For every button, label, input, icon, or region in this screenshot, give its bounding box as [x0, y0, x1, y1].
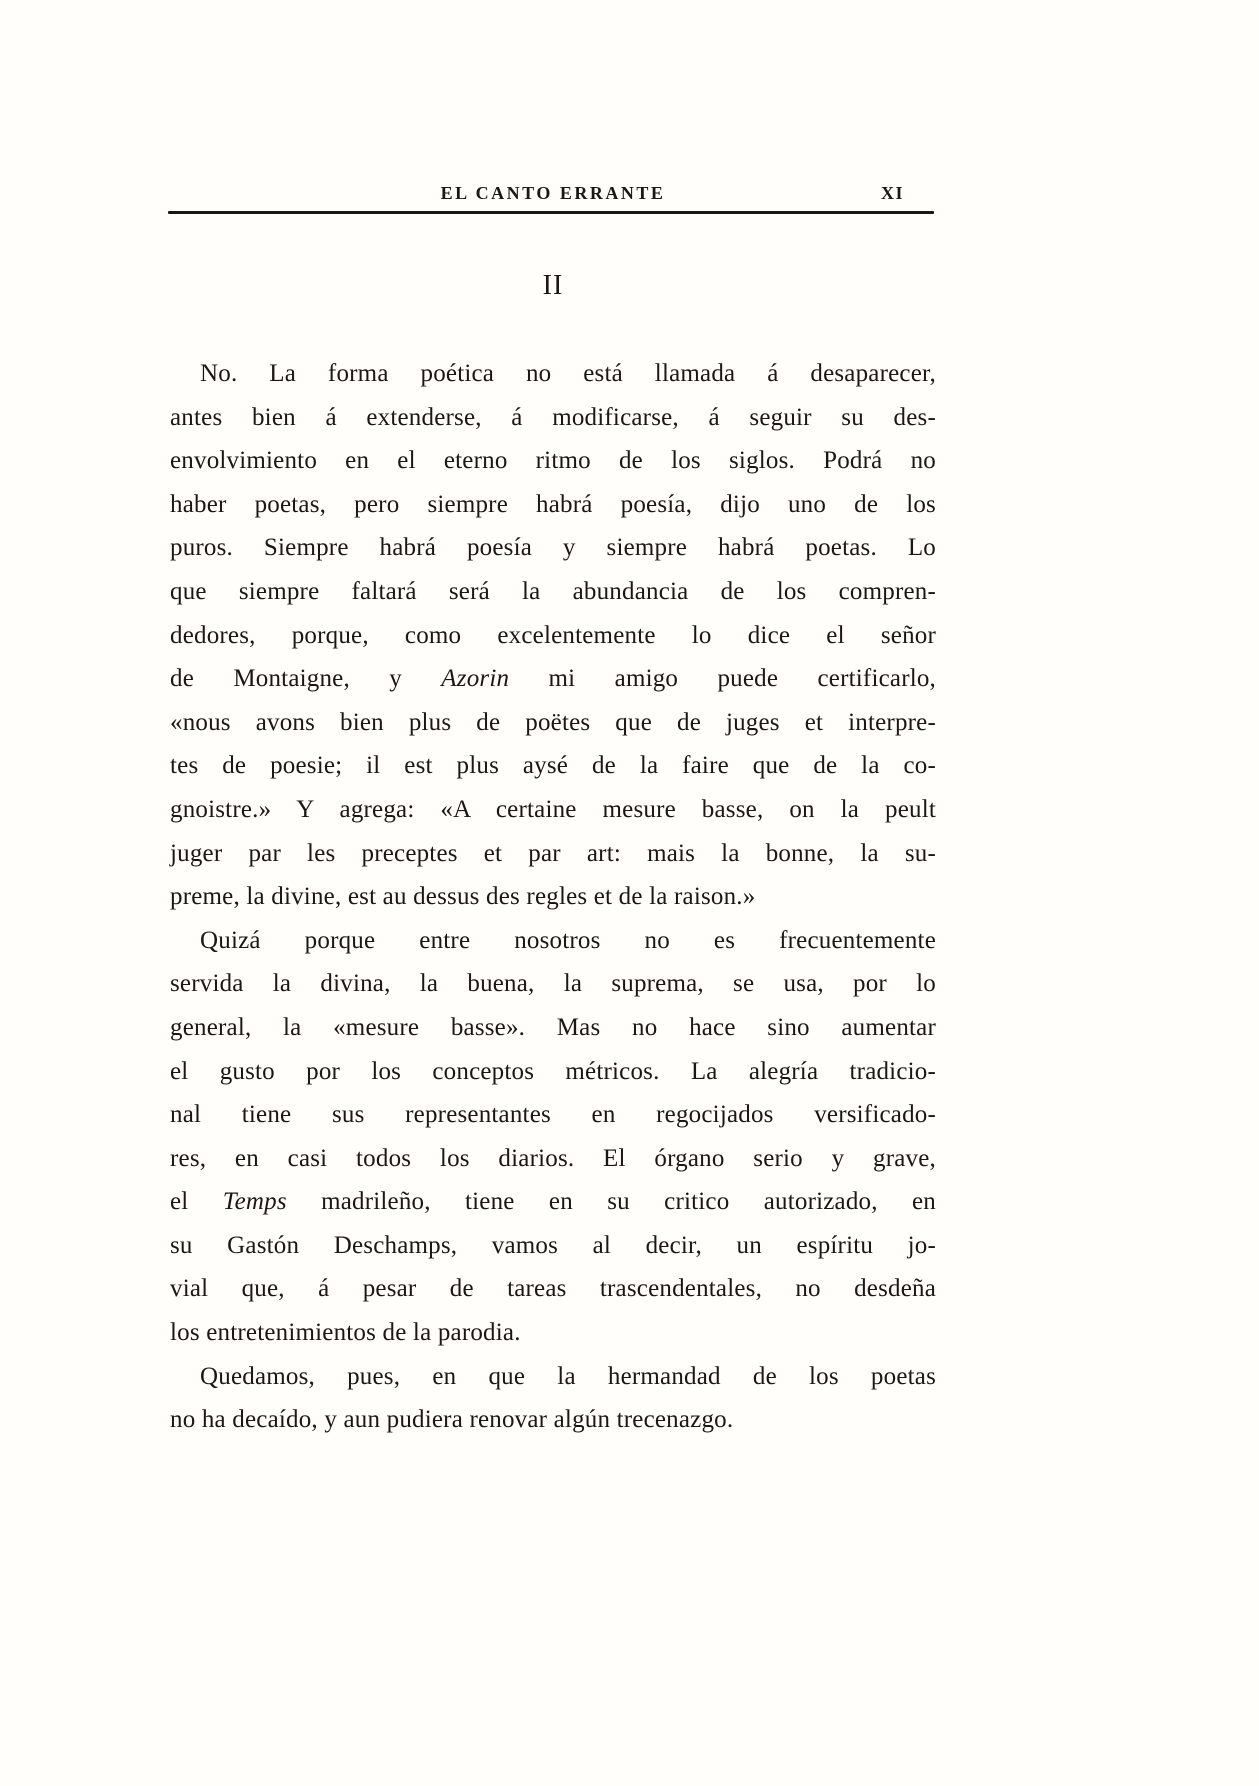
- text-line: de Montaigne, y Azorin mi amigo puede certificarlo,: [170, 665, 937, 693]
- text-line: No. La forma poética no está llamada á desaparecer,: [200, 360, 936, 387]
- text-line: haber poetas, pero siempre habrá poesía, dijo uno de los: [170, 490, 936, 518]
- text-line: preme, la divine, est au dessus des regles et de la raison.»: [170, 883, 756, 911]
- text-line: «nous avons bien plus de poëtes que de juges et interpre-: [170, 708, 936, 736]
- text-line: el gusto por los conceptos métricos. La alegría tradicio-: [170, 1057, 936, 1085]
- text-line: nal tiene sus representantes en regocijados versificado-: [170, 1101, 936, 1129]
- text-line: vial que, á pesar de tareas trascendentales, no desdeña: [170, 1275, 936, 1303]
- text-line: general, la «mesure basse». Mas no hace sino aumentar: [170, 1013, 936, 1041]
- paragraph: [170, 352, 936, 919]
- text-line: Quedamos, pues, en que la hermandad de los poetas: [200, 1362, 936, 1390]
- section-heading: II: [542, 270, 564, 301]
- text-line: envolvimiento en el eterno ritmo de los siglos. Podrá no: [170, 447, 936, 475]
- running-head: [170, 183, 936, 204]
- paragraph: [170, 1355, 936, 1442]
- text-line: su Gastón Deschamps, vamos al decir, un espíritu jo-: [170, 1231, 936, 1259]
- text-line: servida la divina, la buena, la suprema, se usa, por lo: [170, 970, 936, 998]
- text-body: [170, 352, 936, 1442]
- text-line: antes bien á extenderse, á modificarse, á seguir su des-: [170, 403, 936, 431]
- text-line: tes de poesie; il est plus aysé de la faire que de la co-: [170, 752, 936, 780]
- italic-text: Temps: [222, 1188, 287, 1216]
- text-line: no ha decaído, y aun pudiera renovar algún trecenazgo.: [170, 1406, 734, 1434]
- text-line: juger par les preceptes et par art: mais la bonne, la su-: [170, 839, 936, 867]
- text-line: dedores, porque, como excelentemente lo dice el señor: [170, 621, 936, 649]
- text-line: gnoistre.» Y agrega: «A certaine mesure basse, on la peult: [170, 795, 936, 823]
- text-line: que siempre faltará será la abundancia de los compren-: [170, 577, 936, 605]
- text-line: puros. Siempre habrá poesía y siempre habrá poetas. Lo: [170, 534, 936, 562]
- text-line: el Temps madrileño, tiene en su critico autorizado, en: [170, 1188, 936, 1216]
- header-rule: [168, 211, 934, 214]
- text-line: Quizá porque entre nosotros no es frecuentemente: [200, 926, 936, 954]
- running-head-title: EL CANTO ERRANTE: [440, 183, 666, 203]
- page-number: XI: [880, 183, 904, 203]
- paragraph: [170, 919, 936, 1355]
- italic-text: Azorin: [441, 665, 510, 693]
- text-line: res, en casi todos los diarios. El órgano serio y grave,: [170, 1144, 936, 1172]
- text-line: los entretenimientos de la parodia.: [170, 1319, 521, 1347]
